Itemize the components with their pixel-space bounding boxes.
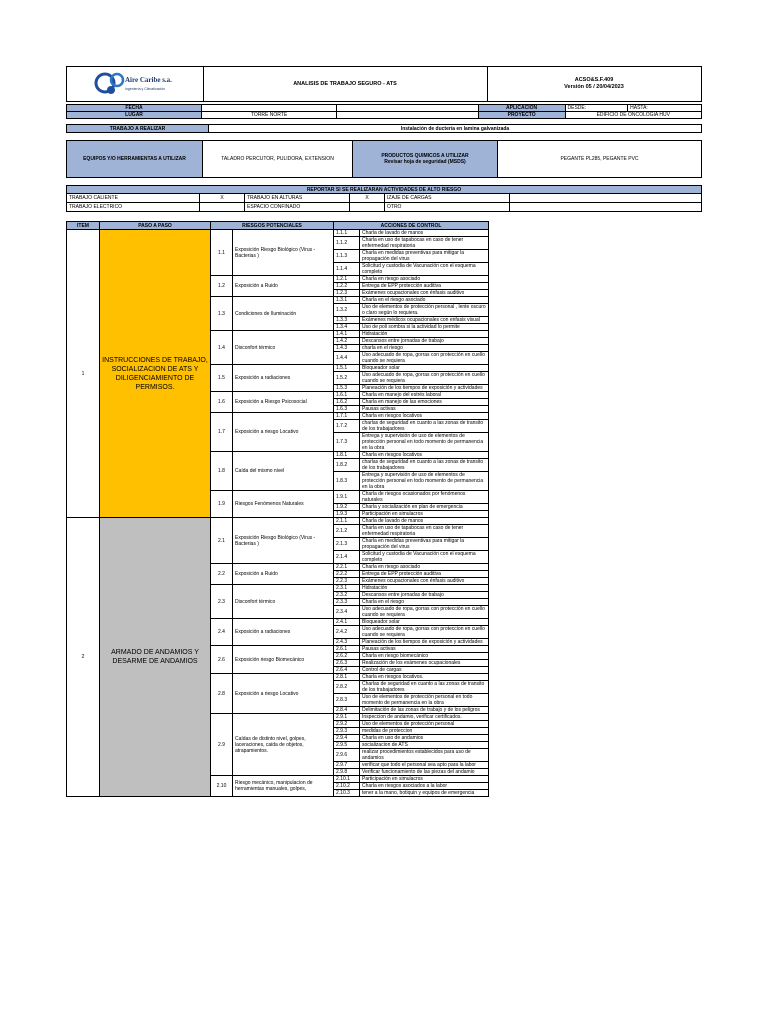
action-code: 1.4.4 bbox=[334, 352, 360, 365]
action-text: Uso de elementos de protección personal en todo momento de permanencia en la obra bbox=[360, 694, 489, 707]
risk-name: Exposición a riesgo Locativo bbox=[233, 413, 334, 452]
lugar-value: TORRE NORTE bbox=[202, 112, 337, 119]
action-code: 1.5.2 bbox=[334, 372, 360, 385]
risk-code: 1.4 bbox=[211, 331, 233, 365]
action-text: Uso adecuado de ropa, gorras con protección en cuello cuando se requiera bbox=[360, 352, 489, 365]
risk-name: Disconfort térmico bbox=[233, 331, 334, 365]
action-code: 1.1.3 bbox=[334, 250, 360, 263]
action-text: Realización de los exámenes ocupacionales bbox=[360, 660, 489, 667]
trabajo-label: TRABAJO A REALIZAR bbox=[67, 125, 209, 133]
step-description: INSTRUCCIONES DE TRABAJO, SOCIALIZACION DE ATS Y DILIGENCIAMIENTO DE PERMISOS. bbox=[100, 230, 211, 518]
risk-name: Condiciones de Iluminación bbox=[233, 297, 334, 331]
action-text: Charla en riesgos locativos bbox=[360, 413, 489, 420]
aplicacion-label: APLICACIÓN bbox=[478, 105, 565, 112]
trabajo-caliente-mark[interactable]: X bbox=[200, 194, 245, 203]
action-text: Exámenes ocupacionales con énfasis auditivo bbox=[360, 290, 489, 297]
action-code: 2.1.2 bbox=[334, 525, 360, 538]
action-text: Charla en riesgo biomecánico bbox=[360, 653, 489, 660]
action-code: 2.10.1 bbox=[334, 776, 360, 783]
action-text: Entrega y supervisión de uso de elementos de protección personal en todo momento de permanencia en la obra bbox=[360, 472, 489, 491]
action-code: 2.1.3 bbox=[334, 538, 360, 551]
action-code: 2.2.2 bbox=[334, 571, 360, 578]
risk-name: Exposición a Ruido bbox=[233, 564, 334, 585]
action-code: 1.1.4 bbox=[334, 263, 360, 276]
risk-name: Exposición a riesgo Locativo bbox=[233, 674, 334, 714]
risk-code: 1.6 bbox=[211, 392, 233, 413]
action-text: Solicitud y custodia de Vacunación con el esquema completo bbox=[360, 263, 489, 276]
action-code: 1.4.1 bbox=[334, 331, 360, 338]
action-text: Inspeccion de andamio, verificar certificados. bbox=[360, 714, 489, 721]
header-acciones: ACCIONES DE CONTROL bbox=[334, 222, 489, 230]
action-code: 1.6.2 bbox=[334, 399, 360, 406]
action-code: 2.2.3 bbox=[334, 578, 360, 585]
action-text: Charla en uso de tapabocas en caso de tener enfermedad respiratoria bbox=[360, 525, 489, 538]
risk-name: Riesgos Fenómenos Naturales bbox=[233, 491, 334, 518]
risk-code: 1.9 bbox=[211, 491, 233, 518]
action-code: 1.2.2 bbox=[334, 283, 360, 290]
document-code: ACSO&S.F.409 bbox=[574, 77, 614, 83]
action-text: Exámenes ocupacionales con énfasis auditivo bbox=[360, 578, 489, 585]
action-code: 2.1.1 bbox=[334, 518, 360, 525]
action-text: Descansos entre jornadas de trabajo bbox=[360, 592, 489, 599]
document-title: ANALISIS DE TRABAJO SEGURO - ATS bbox=[203, 67, 488, 101]
action-text: Charla en manejo de las emociones bbox=[360, 399, 489, 406]
action-code: 2.8.4 bbox=[334, 707, 360, 714]
trabajo-electrico-mark[interactable] bbox=[200, 203, 245, 212]
lugar-label: LUGAR bbox=[67, 112, 202, 119]
productos-label: PRODUCTOS QUIMICOS A UTILIZAR bbox=[381, 153, 469, 159]
action-code: 1.2.3 bbox=[334, 290, 360, 297]
action-code: 2.10.3 bbox=[334, 790, 360, 797]
risk-name: Caídas de distinto nivel, golpes, laceraciones, caida de objetos, atrapamientos. bbox=[233, 714, 334, 776]
action-code: 1.1.1 bbox=[334, 230, 360, 237]
action-text: realizar procedimientos establecidos para uso de andamios bbox=[360, 749, 489, 762]
action-code: 2.4.1 bbox=[334, 619, 360, 626]
action-code: 1.2.1 bbox=[334, 276, 360, 283]
risk-code: 1.8 bbox=[211, 452, 233, 491]
action-code: 1.9.2 bbox=[334, 504, 360, 511]
action-code: 2.6.2 bbox=[334, 653, 360, 660]
table-row bbox=[67, 518, 489, 525]
action-text: Participación en simulacros bbox=[360, 511, 489, 518]
action-code: 2.9.6 bbox=[334, 749, 360, 762]
action-text: Charla en riesgo asociado bbox=[360, 564, 489, 571]
action-text: tener a la mano, botiquin y equipos de emergencia bbox=[360, 790, 489, 797]
action-text: Charla en manejo del estrés laboral bbox=[360, 392, 489, 399]
otro-label: OTRO bbox=[385, 203, 510, 212]
document-version: Versión 05 / 20/04/2023 bbox=[564, 84, 624, 90]
equipos-table bbox=[66, 140, 702, 178]
action-text: Exámenes médicos ocupacionales con enfasis visual bbox=[360, 317, 489, 324]
action-code: 1.6.3 bbox=[334, 406, 360, 413]
izaje-cargas-mark[interactable] bbox=[510, 194, 702, 203]
action-text: Hidratación bbox=[360, 585, 489, 592]
risk-code: 1.1 bbox=[211, 230, 233, 276]
alto-riesgo-table bbox=[66, 185, 702, 212]
action-code: 2.9.4 bbox=[334, 735, 360, 742]
action-text: Charla en uso de andamios bbox=[360, 735, 489, 742]
action-code: 1.4.2 bbox=[334, 338, 360, 345]
equipos-label: EQUIPOS Y/O HERRAMIENTAS A UTILIZAR bbox=[67, 141, 203, 178]
action-code: 2.9.2 bbox=[334, 721, 360, 728]
document-header bbox=[66, 66, 702, 102]
action-code: 2.9.5 bbox=[334, 742, 360, 749]
action-code: 2.9.3 bbox=[334, 728, 360, 735]
action-code: 1.7.3 bbox=[334, 433, 360, 452]
risk-code: 2.3 bbox=[211, 585, 233, 619]
action-text: verificar que todo el personal sea apto para la labor bbox=[360, 762, 489, 769]
action-code: 1.3.4 bbox=[334, 324, 360, 331]
action-code: 1.1.2 bbox=[334, 237, 360, 250]
action-text: Planeación de los tiempos de exposición y actividades bbox=[360, 385, 489, 392]
action-text: Charlas de seguridad en cuanto a las zonas de transito de los trabajadores bbox=[360, 681, 489, 694]
productos-label-cell bbox=[353, 141, 498, 178]
action-code: 1.9.1 bbox=[334, 491, 360, 504]
risk-name: Exposición a radiaciones bbox=[233, 365, 334, 392]
action-code: 2.3.4 bbox=[334, 606, 360, 619]
proyecto-label: PROYECTO bbox=[478, 112, 565, 119]
action-text: Descansos entre jornadas de trabajo bbox=[360, 338, 489, 345]
header-item: ITEM bbox=[67, 222, 100, 230]
action-code: 1.7.1 bbox=[334, 413, 360, 420]
action-code: 1.9.3 bbox=[334, 511, 360, 518]
action-text: Charla en medidas preventivas para mitigar la propagación del virus bbox=[360, 538, 489, 551]
action-text: Uso adecuado de ropa, gorras con protección en cuello cuando se requiera bbox=[360, 606, 489, 619]
equipos-value: TALADRO PERCUTOR, PULIDORA, EXTENSION bbox=[203, 141, 353, 178]
action-code: 1.5.1 bbox=[334, 365, 360, 372]
logo-subtext: Ingeniería y Climatización bbox=[125, 87, 166, 91]
hasta-label: HASTA: bbox=[628, 105, 702, 112]
otro-mark[interactable] bbox=[510, 203, 702, 212]
action-code: 1.8.3 bbox=[334, 472, 360, 491]
document-code-block bbox=[487, 67, 701, 101]
action-code: 2.9.8 bbox=[334, 769, 360, 776]
action-code: 2.6.4 bbox=[334, 667, 360, 674]
action-text: Charla en medidas preventivas para mitigar la propagación del virus bbox=[360, 250, 489, 263]
action-code: 2.8.1 bbox=[334, 674, 360, 681]
action-text: Uso adecuado de ropa, gorras con proteccion en cuello cuando se requiera bbox=[360, 626, 489, 639]
action-text: Uso de poli sombra si la actividad lo permite bbox=[360, 324, 489, 331]
action-text: Pausas activas bbox=[360, 406, 489, 413]
risk-code: 2.2 bbox=[211, 564, 233, 585]
action-text: Charla en uso de tapabocas en caso de tener enfermedad respiratoria bbox=[360, 237, 489, 250]
action-text: Participación en simulacros bbox=[360, 776, 489, 783]
action-code: 2.2.1 bbox=[334, 564, 360, 571]
action-text: Uso adecuado de ropa, gorras con protección en cuello cuando se requiera bbox=[360, 372, 489, 385]
action-code: 1.4.3 bbox=[334, 345, 360, 352]
risk-code: 1.2 bbox=[211, 276, 233, 297]
risk-code: 1.5 bbox=[211, 365, 233, 392]
action-text: Charla en riesgos asociados a la labor bbox=[360, 783, 489, 790]
risk-name: Disconfort térmico bbox=[233, 585, 334, 619]
action-code: 1.3.2 bbox=[334, 304, 360, 317]
action-text: Verificar funcionamiento de las piezas del andamio bbox=[360, 769, 489, 776]
risk-name: Riesgo mecánico, manipulacion de herramientas manuales, golpes, bbox=[233, 776, 334, 797]
action-text: Charla de lavado de manos bbox=[360, 230, 489, 237]
action-text: Charla en riesgos locativos bbox=[360, 452, 489, 459]
alto-riesgo-title: REPORTAR SI SE REALIZARAN ACTIVIDADES DE ALTO RIESGO bbox=[67, 186, 702, 194]
risk-name: Exposición a radiaciones bbox=[233, 619, 334, 646]
action-text: Bloqueador solar bbox=[360, 365, 489, 372]
fecha-label: FECHA bbox=[67, 105, 202, 112]
action-text: Charla y socialización en plan de emergencia bbox=[360, 504, 489, 511]
action-text: Charla de lavado de manos bbox=[360, 518, 489, 525]
item-number: 1 bbox=[67, 230, 100, 518]
risk-name: Exposición riesgo Biomecánico bbox=[233, 646, 334, 674]
action-code: 2.3.2 bbox=[334, 592, 360, 599]
header-riesgos: RIESGOS POTENCIALES bbox=[211, 222, 334, 230]
action-code: 2.6.1 bbox=[334, 646, 360, 653]
risk-code: 1.3 bbox=[211, 297, 233, 331]
risk-name: Exposición a Ruido bbox=[233, 276, 334, 297]
action-code: 2.6.3 bbox=[334, 660, 360, 667]
trabajo-alturas-label: TRABAJO EN ALTURAS bbox=[245, 194, 350, 203]
trabajo-value: Instalación de ductería en lamina galvanizada bbox=[209, 125, 702, 133]
risk-code: 2.4 bbox=[211, 619, 233, 646]
action-text: Charla en el riesgo bbox=[360, 599, 489, 606]
action-text: Hidratación bbox=[360, 331, 489, 338]
risk-code: 2.8 bbox=[211, 674, 233, 714]
action-text: Charla de riesgos ocasionados por fenómenos naturales bbox=[360, 491, 489, 504]
item-number: 2 bbox=[67, 518, 100, 797]
action-text: charla en el riesgo bbox=[360, 345, 489, 352]
action-code: 2.10.2 bbox=[334, 783, 360, 790]
action-code: 1.5.3 bbox=[334, 385, 360, 392]
action-text: Uso de elementos de protección personal , lente oscuro o claro según lo requiera. bbox=[360, 304, 489, 317]
action-text: Delimitación de las zonas de trabajo y de los peligros bbox=[360, 707, 489, 714]
action-text: Uso de elementos de protección personal bbox=[360, 721, 489, 728]
action-text: Charla en riesgo asociado bbox=[360, 276, 489, 283]
action-code: 2.4.2 bbox=[334, 626, 360, 639]
espacio-confinado-label: ESPACIO CONFINADO bbox=[245, 203, 350, 212]
risk-code: 2.1 bbox=[211, 518, 233, 564]
action-text: Entrega de EPP protección auditiva bbox=[360, 571, 489, 578]
action-code: 1.8.1 bbox=[334, 452, 360, 459]
action-code: 2.3.1 bbox=[334, 585, 360, 592]
logo bbox=[67, 67, 204, 101]
action-text: Entrega de EPP protección auditiva bbox=[360, 283, 489, 290]
company-logo-icon bbox=[67, 67, 203, 101]
step-description: ARMADO DE ANDAMIOS Y DESARME DE ANDAMIOS bbox=[100, 518, 211, 797]
action-text: Pausas activas bbox=[360, 646, 489, 653]
action-code: 2.4.3 bbox=[334, 639, 360, 646]
header-paso: PASO A PASO bbox=[100, 222, 211, 230]
info-table bbox=[66, 104, 702, 119]
action-text: Control de cargas bbox=[360, 667, 489, 674]
action-code: 1.3.1 bbox=[334, 297, 360, 304]
trabajo-table bbox=[66, 124, 702, 133]
fecha-value[interactable] bbox=[202, 105, 337, 112]
action-text: socializacion de ATS bbox=[360, 742, 489, 749]
action-text: charlas de seguridad en cuanto a las zonas de transito de los trabajadores bbox=[360, 420, 489, 433]
productos-sub: Revisar hoja de seguridad (MSDS) bbox=[384, 159, 466, 165]
action-text: charlas de seguridad en cuanto a las zonas de transito de los trabajadores bbox=[360, 459, 489, 472]
action-text: Entrega y supervisión de uso de elementos de protección personal en todo momento de permanencia en la obra bbox=[360, 433, 489, 452]
ats-main-table bbox=[66, 221, 489, 797]
risk-code: 2.10 bbox=[211, 776, 233, 797]
action-text: Solicitud y custodia de Vacunación con el esquema completo bbox=[360, 551, 489, 564]
risk-name: Exposición a Riesgo Psicosocial bbox=[233, 392, 334, 413]
risk-name: Exposición Riesgo Biológico (Virus - Bacterias ) bbox=[233, 230, 334, 276]
table-row bbox=[67, 230, 489, 237]
action-code: 2.8.3 bbox=[334, 694, 360, 707]
action-code: 1.3.3 bbox=[334, 317, 360, 324]
action-text: Charla en riesgos locativos. bbox=[360, 674, 489, 681]
action-text: Charla en el riesgo asociado bbox=[360, 297, 489, 304]
action-code: 2.9.1 bbox=[334, 714, 360, 721]
productos-value: PEGANTE PL285, PEGANTE PVC bbox=[498, 141, 702, 178]
trabajo-caliente-label: TRABAJO CALIENTE bbox=[67, 194, 200, 203]
risk-name: Exposición Riesgo Biológico (Virus - Bacterias ) bbox=[233, 518, 334, 564]
action-code: 2.9.7 bbox=[334, 762, 360, 769]
desde-label: DESDE: bbox=[565, 105, 628, 112]
action-code: 1.8.2 bbox=[334, 459, 360, 472]
risk-code: 2.9 bbox=[211, 714, 233, 776]
risk-code: 1.7 bbox=[211, 413, 233, 452]
logo-text: Aire Caribe s.a. bbox=[125, 76, 172, 84]
action-text: Bloqueador solar bbox=[360, 619, 489, 626]
trabajo-alturas-mark[interactable]: X bbox=[350, 194, 385, 203]
action-code: 2.8.2 bbox=[334, 681, 360, 694]
proyecto-value: EDIFICIO DE ONCOLOGIA HUV bbox=[565, 112, 701, 119]
action-text: medidas de proteccion bbox=[360, 728, 489, 735]
risk-code: 2.6 bbox=[211, 646, 233, 674]
trabajo-electrico-label: TRABAJO ELECTRICO bbox=[67, 203, 200, 212]
espacio-confinado-mark[interactable] bbox=[350, 203, 385, 212]
izaje-cargas-label: IZAJE DE CARGAS bbox=[385, 194, 510, 203]
action-code: 1.7.2 bbox=[334, 420, 360, 433]
action-text: Planeación de los tiempos de exposición y actividades bbox=[360, 639, 489, 646]
action-code: 2.3.3 bbox=[334, 599, 360, 606]
risk-name: Caída del mismo nivel bbox=[233, 452, 334, 491]
action-code: 1.6.1 bbox=[334, 392, 360, 399]
action-code: 2.1.4 bbox=[334, 551, 360, 564]
